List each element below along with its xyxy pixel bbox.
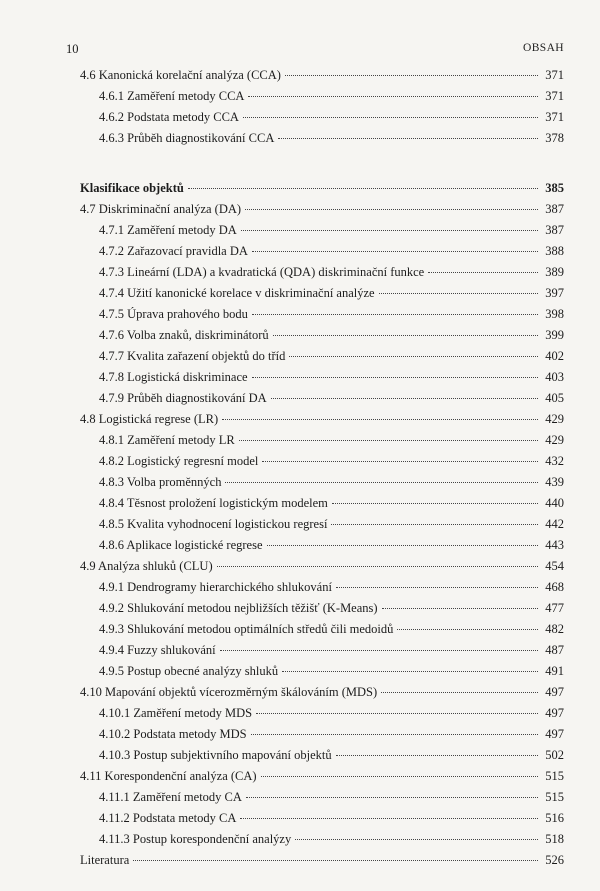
dot-leader	[278, 138, 538, 139]
dot-leader	[295, 839, 538, 840]
toc-entry	[80, 433, 564, 454]
dot-leader	[256, 713, 538, 714]
toc-entry-label: 4.10.2 Podstata metody MDS	[99, 727, 247, 741]
toc-entry-label: 4.9.1 Dendrogramy hierarchického shlukování	[99, 580, 332, 594]
toc-entry	[80, 622, 564, 643]
toc-entry-label: 4.7.4 Užití kanonické korelace v diskriminační analýze	[99, 286, 375, 300]
toc-entry-page: 402	[545, 349, 564, 363]
dot-leader	[262, 461, 538, 462]
dot-leader	[379, 293, 538, 294]
dot-leader	[248, 96, 538, 97]
dot-leader	[251, 734, 538, 735]
toc-entry-page: 491	[545, 664, 564, 678]
toc-entry	[80, 664, 564, 685]
dot-leader	[252, 377, 538, 378]
toc-entry-page: 497	[545, 706, 564, 720]
toc-entry-label: 4.9 Analýza shluků (CLU)	[80, 559, 213, 573]
toc-entry	[80, 202, 564, 223]
toc-entry-page: 371	[545, 110, 564, 124]
dot-leader	[239, 440, 538, 441]
toc-entry-page: 468	[545, 580, 564, 594]
dot-leader	[332, 503, 538, 504]
page-header	[66, 42, 564, 57]
toc-entry	[80, 517, 564, 538]
toc-entry-label: 4.10 Mapování objektů vícerozměrným škálováním (MDS)	[80, 685, 378, 699]
toc-entry-page: 387	[545, 202, 564, 216]
dot-leader	[267, 545, 539, 546]
toc-entry	[80, 370, 564, 391]
toc-entry-label: 4.7.8 Logistická diskriminace	[99, 370, 248, 384]
toc-entry-label: Literatura	[80, 853, 130, 867]
toc-entry-page: 403	[545, 370, 564, 384]
toc-entry-page: 497	[545, 685, 564, 699]
dot-leader	[243, 117, 538, 118]
toc-entry	[80, 223, 564, 244]
toc-entry	[80, 559, 564, 580]
toc-entry-page: 397	[545, 286, 564, 300]
toc-entry-page: 497	[545, 727, 564, 741]
toc-entry-page: 388	[545, 244, 564, 258]
toc-entry	[80, 181, 564, 202]
dot-leader	[217, 566, 538, 567]
toc-entry	[80, 727, 564, 748]
toc-entry-page: 487	[545, 643, 564, 657]
dot-leader	[240, 818, 538, 819]
toc-entry-page: 405	[545, 391, 564, 405]
dot-leader	[252, 251, 538, 252]
toc-entry	[80, 790, 564, 811]
dot-leader	[273, 335, 538, 336]
toc-entry-label: 4.9.3 Shlukování metodou optimálních středů čili medoidů	[99, 622, 394, 636]
dot-leader	[252, 314, 538, 315]
toc-entry-page: 389	[545, 265, 564, 279]
toc-entry-label: Klasifikace objektů	[80, 181, 184, 195]
toc-entry-page: 385	[545, 181, 564, 195]
toc-entry-page: 371	[545, 68, 564, 82]
dot-leader	[331, 524, 538, 525]
page-number: 10	[66, 42, 79, 56]
toc-entry-label: 4.7 Diskriminační analýza (DA)	[80, 202, 242, 216]
dot-leader	[188, 188, 538, 189]
toc-entry-page: 526	[545, 853, 564, 867]
toc-entry	[80, 244, 564, 265]
toc-entry-label: 4.8.2 Logistický regresní model	[99, 454, 259, 468]
dot-leader	[382, 608, 538, 609]
dot-leader	[225, 482, 538, 483]
toc-entry	[80, 131, 564, 152]
toc-entry-label: 4.9.2 Shlukování metodou nejbližších těžišť (K-Means)	[99, 601, 378, 615]
toc-entry-label: 4.8.4 Těsnost proložení logistickým modelem	[99, 496, 328, 510]
section-gap	[80, 152, 564, 181]
dot-leader	[220, 650, 538, 651]
toc-entry	[80, 89, 564, 110]
dot-leader	[336, 755, 538, 756]
toc-entry	[80, 538, 564, 559]
toc-entry-page: 432	[545, 454, 564, 468]
toc-entry-label: 4.7.9 Průběh diagnostikování DA	[99, 391, 267, 405]
toc-entry-label: 4.10.1 Zaměření metody MDS	[99, 706, 253, 720]
dot-leader	[381, 692, 538, 693]
toc-entry	[80, 349, 564, 370]
toc-entry-page: 371	[545, 89, 564, 103]
toc-entry-label: 4.8.6 Aplikace logistické regrese	[99, 538, 263, 552]
toc-entry-page: 399	[545, 328, 564, 342]
toc-entry	[80, 601, 564, 622]
dot-leader	[246, 797, 538, 798]
toc-entry	[80, 265, 564, 286]
toc-entry-page: 515	[545, 790, 564, 804]
dot-leader	[285, 75, 538, 76]
toc-entry	[80, 475, 564, 496]
toc-entry-label: 4.6.2 Podstata metody CCA	[99, 110, 239, 124]
table-of-contents	[80, 68, 564, 874]
dot-leader	[336, 587, 538, 588]
toc-entry-page: 442	[545, 517, 564, 531]
toc-entry-label: 4.11 Korespondenční analýza (CA)	[80, 769, 257, 783]
toc-entry-page: 440	[545, 496, 564, 510]
toc-entry-label: 4.6 Kanonická korelační analýza (CCA)	[80, 68, 281, 82]
toc-entry-page: 516	[545, 811, 564, 825]
toc-entry-label: 4.8.5 Kvalita vyhodnocení logistickou regresí	[99, 517, 328, 531]
toc-entry-label: 4.9.5 Postup obecné analýzy shluků	[99, 664, 279, 678]
toc-entry	[80, 832, 564, 853]
toc-entry-page: 502	[545, 748, 564, 762]
toc-entry-label: 4.7.6 Volba znaků, diskriminátorů	[99, 328, 269, 342]
toc-entry-page: 378	[545, 131, 564, 145]
toc-entry	[80, 769, 564, 790]
toc-entry-page: 454	[545, 559, 564, 573]
toc-entry	[80, 412, 564, 433]
toc-entry-label: 4.7.1 Zaměření metody DA	[99, 223, 237, 237]
toc-entry-label: 4.7.2 Zařazovací pravidla DA	[99, 244, 248, 258]
dot-leader	[222, 419, 538, 420]
dot-leader	[241, 230, 538, 231]
toc-entry-page: 482	[545, 622, 564, 636]
toc-entry-label: 4.10.3 Postup subjektivního mapování objektů	[99, 748, 332, 762]
dot-leader	[133, 860, 538, 861]
toc-entry-page: 515	[545, 769, 564, 783]
toc-entry-page: 477	[545, 601, 564, 615]
dot-leader	[397, 629, 538, 630]
toc-entry	[80, 496, 564, 517]
dot-leader	[271, 398, 538, 399]
toc-entry-label: 4.11.3 Postup korespondenční analýzy	[99, 832, 292, 846]
toc-entry	[80, 853, 564, 874]
toc-entry-label: 4.8.1 Zaměření metody LR	[99, 433, 235, 447]
running-title: OBSAH	[523, 42, 564, 54]
toc-entry-label: 4.8 Logistická regrese (LR)	[80, 412, 219, 426]
toc-entry	[80, 68, 564, 89]
toc-entry-label: 4.6.3 Průběh diagnostikování CCA	[99, 131, 275, 145]
toc-entry-page: 439	[545, 475, 564, 489]
dot-leader	[428, 272, 538, 273]
toc-entry	[80, 580, 564, 601]
toc-entry	[80, 454, 564, 475]
toc-entry-page: 443	[545, 538, 564, 552]
toc-entry	[80, 748, 564, 769]
toc-entry	[80, 391, 564, 412]
toc-entry	[80, 110, 564, 131]
toc-entry-label: 4.11.2 Podstata metody CA	[99, 811, 237, 825]
toc-entry	[80, 706, 564, 727]
toc-entry	[80, 307, 564, 328]
toc-entry-page: 429	[545, 412, 564, 426]
toc-entry-label: 4.7.7 Kvalita zařazení objektů do tříd	[99, 349, 286, 363]
dot-leader	[282, 671, 538, 672]
toc-entry-label: 4.6.1 Zaměření metody CCA	[99, 89, 245, 103]
toc-entry-page: 387	[545, 223, 564, 237]
toc-entry-page: 518	[545, 832, 564, 846]
dot-leader	[245, 209, 538, 210]
toc-entry-label: 4.7.5 Úprava prahového bodu	[99, 307, 248, 321]
toc-entry-page: 429	[545, 433, 564, 447]
toc-entry	[80, 811, 564, 832]
toc-entry	[80, 685, 564, 706]
toc-entry-label: 4.8.3 Volba proměnných	[99, 475, 222, 489]
toc-entry-label: 4.9.4 Fuzzy shlukování	[99, 643, 216, 657]
dot-leader	[289, 356, 538, 357]
toc-entry	[80, 643, 564, 664]
toc-entry-page: 398	[545, 307, 564, 321]
dot-leader	[261, 776, 538, 777]
toc-entry-label: 4.7.3 Lineární (LDA) a kvadratická (QDA) diskriminační funkce	[99, 265, 425, 279]
toc-entry	[80, 286, 564, 307]
toc-entry-label: 4.11.1 Zaměření metody CA	[99, 790, 242, 804]
toc-entry	[80, 328, 564, 349]
